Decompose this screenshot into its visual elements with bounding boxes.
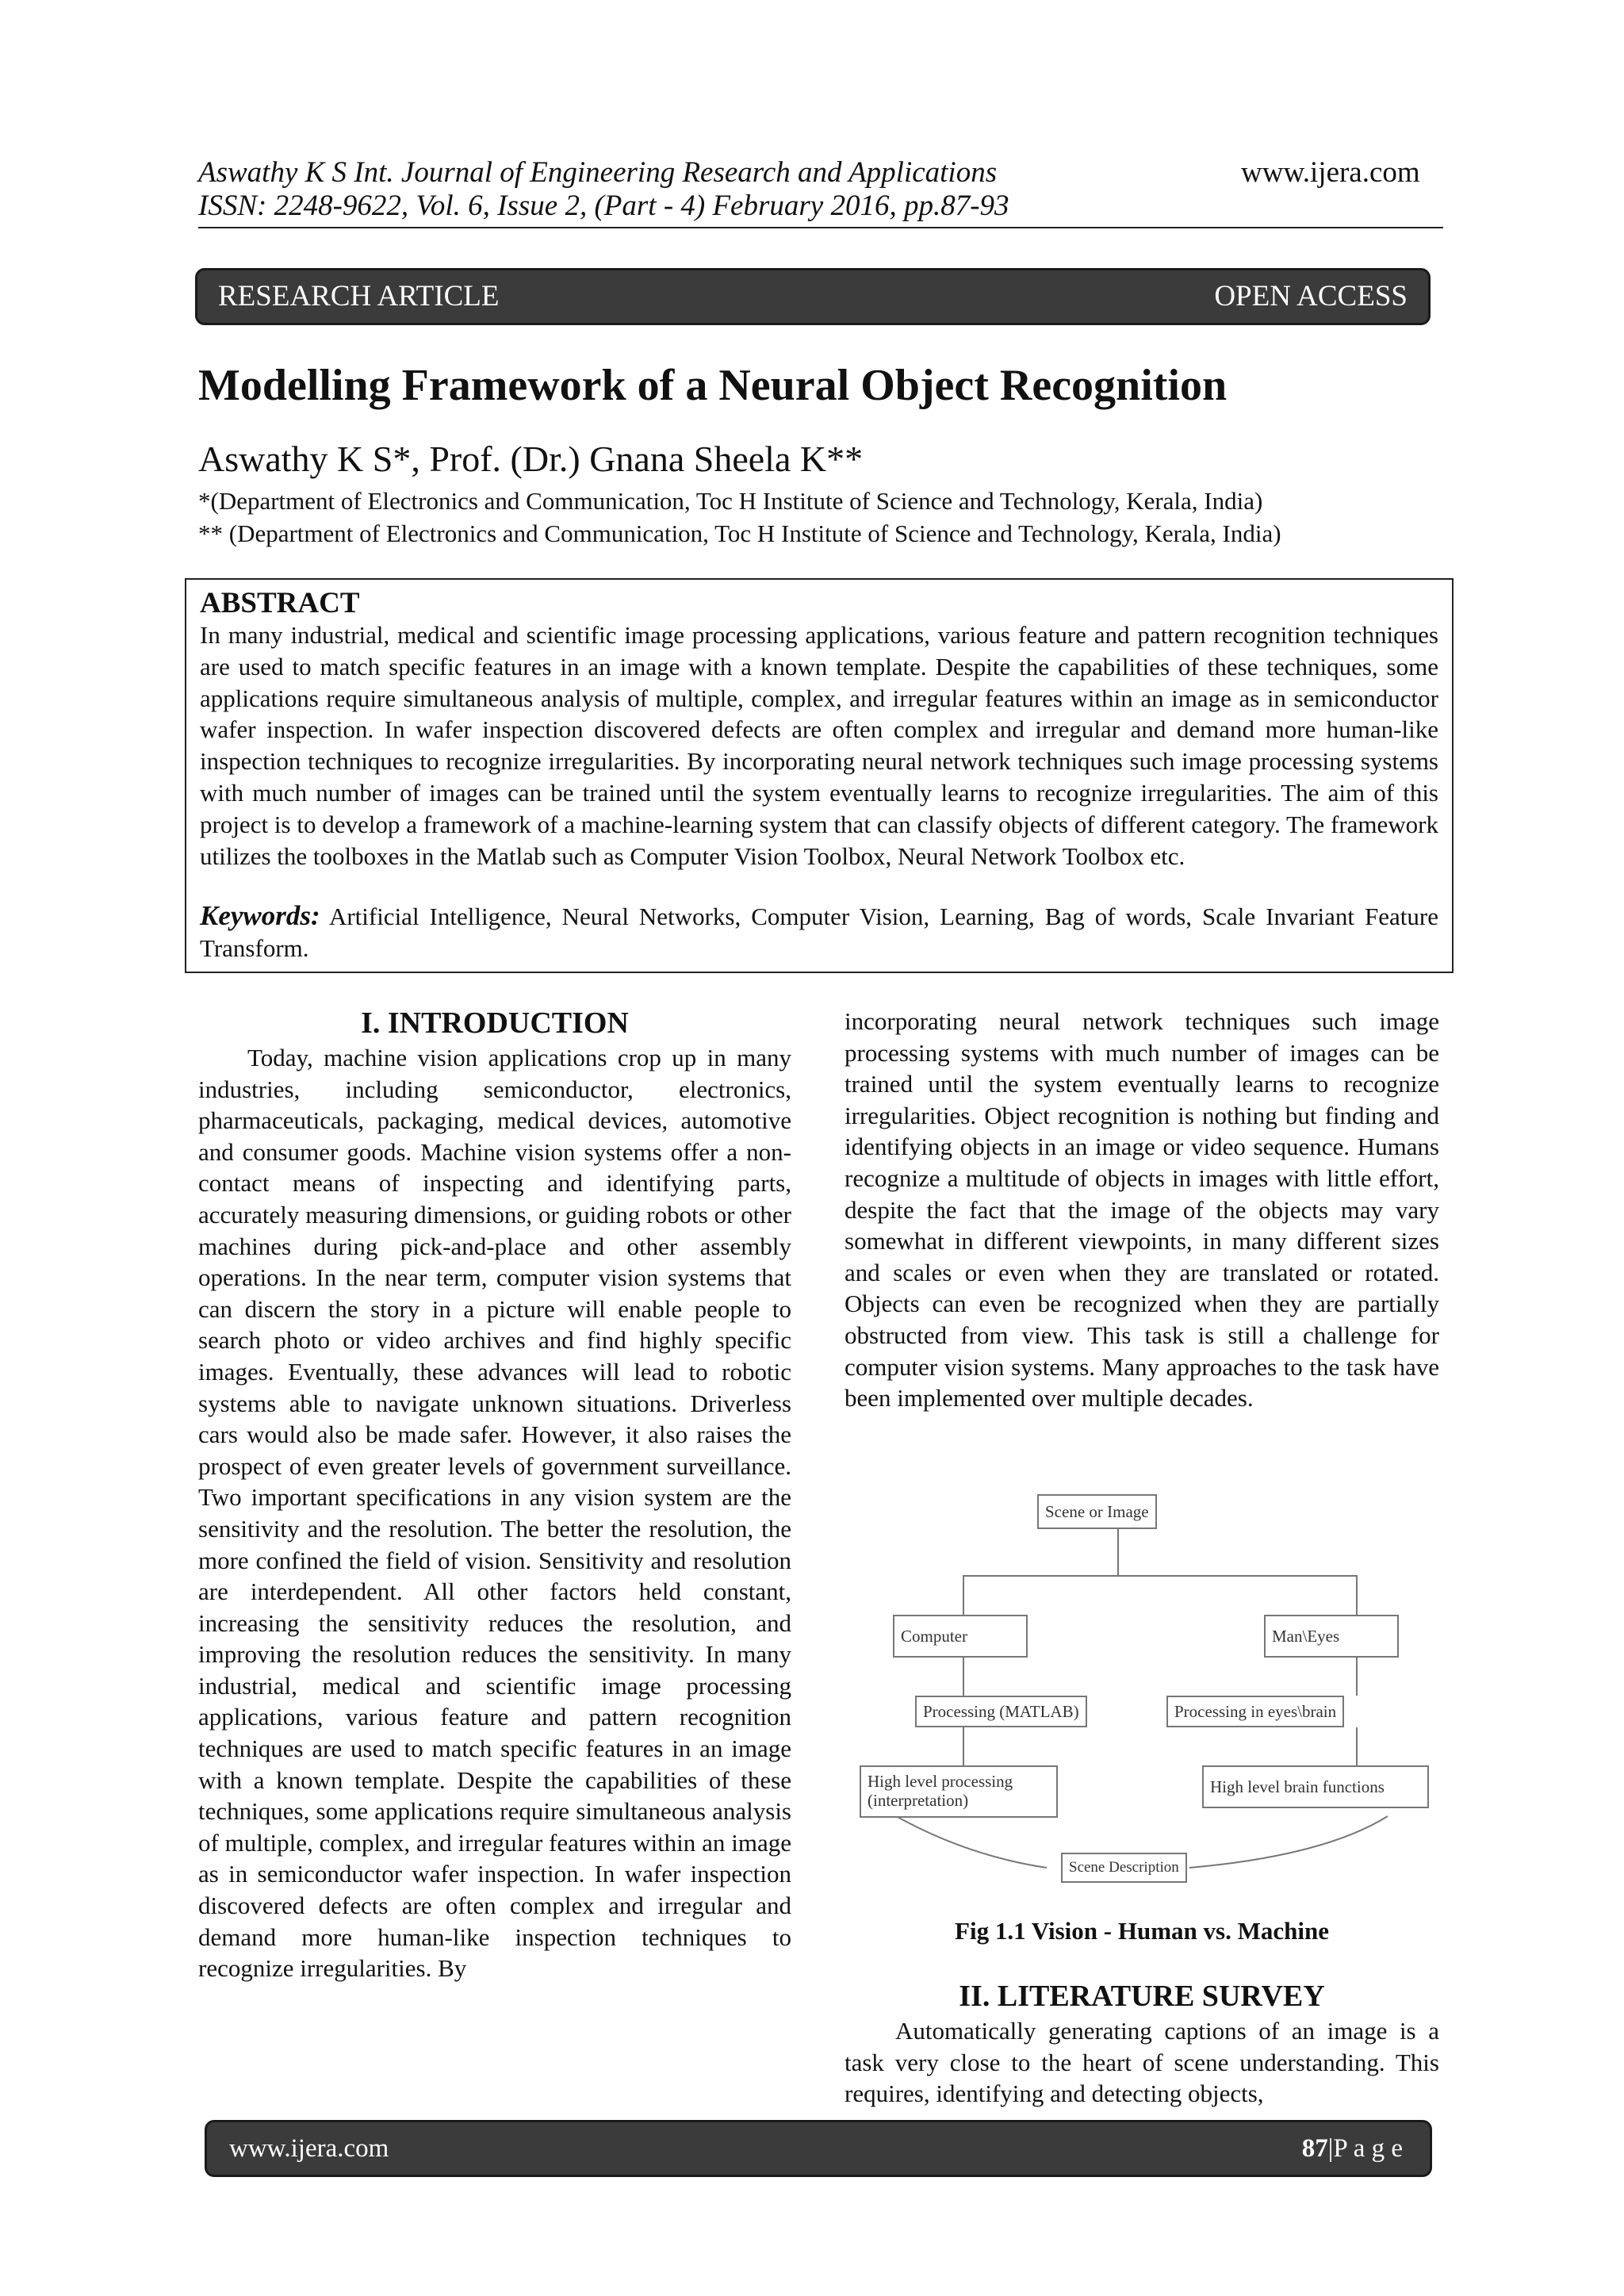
box-high-level-brain-functions: High level brain functions: [1202, 1765, 1429, 1808]
box-man-eyes: Man\Eyes: [1264, 1615, 1399, 1658]
paper-authors: Aswathy K S*, Prof. (Dr.) Gnana Sheela K**: [198, 439, 864, 479]
footer-website: www.ijera.com: [229, 2134, 389, 2163]
section-literature-survey-heading: II. LITERATURE SURVEY: [959, 1980, 1325, 2013]
affiliation-2: ** (Department of Electronics and Communication, Toc H Institute of Science and Technology, Kerala, India): [198, 519, 1281, 547]
box-high-level-processing: [860, 1765, 1058, 1818]
abstract-heading: ABSTRACT: [200, 587, 360, 619]
box-scene-description: Scene Description: [1061, 1853, 1187, 1883]
column2-text: incorporating neural network techniques such image processing systems with much number of images can be trained until the system eventually learns to recognize irregularities. Object recognition is nothing but finding and identifying objects in an image or video sequence. Humans recognize a multitude of objects in images with little effort, despite the fact that the image of the objects may vary somewhat in different viewpoints, in many different sizes and scales or even when they are translated or rotated. Objects can even be recognized when they are partially obstructed from view. This task is still a challenge for computer vision systems. Many approaches to the task have been implemented over multiple decades.: [845, 1007, 1439, 1412]
high-level-processing-line1: High level processing: [868, 1772, 1013, 1791]
keywords-text: Artificial Intelligence, Neural Networks, Computer Vision, Learning, Bag of words, Scale Invariant Feature Transform.: [200, 903, 1438, 962]
journal-line: Aswathy K S Int. Journal of Engineering Research and Applications: [198, 156, 998, 189]
header-website: www.ijera.com: [1241, 156, 1420, 189]
high-level-processing-line2: (interpretation): [868, 1791, 969, 1810]
abstract-text: In many industrial, medical and scientific image processing applications, various feature and pattern recognition techniques are used to match specific features in an image with a known template. Despite the capabilities of these techniques, some applications require simultaneous analysis of multiple, complex, and irregular features within an image as in semiconductor wafer inspection. In wafer inspection discovered defects are often complex and irregular and demand more human-like inspection techniques to recognize irregularities. By incorporating neural network techniques such image processing systems with much number of images can be trained until the system eventually learns to recognize irregularities. The aim of this project is to develop a framework of a machine-learning system that can classify objects of different category. The framework utilizes the toolboxes in the Matlab such as Computer Vision Toolbox, Neural Network Toolbox etc.: [200, 621, 1438, 870]
figure-vision-diagram: [848, 1483, 1443, 1903]
box-computer: Computer: [893, 1615, 1028, 1658]
affiliation-1: *(Department of Electronics and Communication, Toc H Institute of Science and Technology, Kerala, India): [198, 487, 1263, 515]
section-introduction-heading: I. INTRODUCTION: [361, 1006, 629, 1040]
keywords-label: Keywords:: [200, 900, 320, 931]
banner-open-access: OPEN ACCESS: [1214, 280, 1408, 312]
header-rule: [198, 227, 1443, 228]
connector-curve-right: [1189, 1816, 1388, 1868]
article-type-banner: [195, 268, 1431, 325]
box-scene-or-image: Scene or Image: [1037, 1494, 1157, 1529]
literature-survey-text: Automatically generating captions of an image is a task very close to the heart of scene understanding. This requires, identifying and detecting objects,: [845, 2017, 1439, 2108]
box-processing-matlab: Processing (MATLAB): [915, 1696, 1087, 1727]
converging-lines: [848, 1483, 1443, 1903]
introduction-text: Today, machine vision applications crop up in many industries, including semiconductor, electronics, pharmaceuticals, packaging, medical devices, automotive and consumer goods. Machine vision systems offer a non-contact means of inspecting and identifying parts, accurately measuring dimensions, or guiding robots or other machines during pick-and-place and other assembly operations. In the near term, computer vision systems that can discern the story in a picture will enable people to search photo or video archives and find highly specific images. Eventually, these advances will lead to robotic systems able to navigate unknown situations. Driverless cars would also be made safer. However, it also raises the prospect of even greater levels of government surveillance. Two important specifications in any vision system are the sensitivity and the resolution. The better the resolution, the more confined the field of vision. Sensitivity and resolution are interdependent. All other factors held constant, increasing the sensitivity reduces the resolution, and improving the resolution reduces the sensitivity. In many industrial, medical and scientific image processing applications, various feature and pattern recognition techniques are used to match specific features in an image with a known template. Despite the capabilities of these techniques, some applications require simultaneous analysis of multiple, complex, and irregular features within an image as in semiconductor wafer inspection. In wafer inspection discovered defects are often complex and irregular and demand more human-like inspection techniques to recognize irregularities. By: [198, 1044, 791, 1983]
page-number: 87: [1301, 2134, 1328, 2163]
page-label: |P a g e: [1327, 2134, 1403, 2163]
banner-research-article: RESEARCH ARTICLE: [218, 280, 500, 312]
footer-page: [1302, 2122, 1403, 2175]
paper-title: Modelling Framework of a Neural Object Recognition: [198, 361, 1228, 410]
connector-curve-left: [896, 1816, 1047, 1868]
keywords-paragraph: [200, 900, 1438, 964]
box-processing-eyes-brain: Processing in eyes\brain: [1166, 1696, 1344, 1727]
figure-caption: Fig 1.1 Vision - Human vs. Machine: [955, 1917, 1329, 1945]
abstract-box: [185, 578, 1454, 973]
footer-bar: [205, 2120, 1432, 2177]
issn-line: ISSN: 2248-9622, Vol. 6, Issue 2, (Part - 4) February 2016, pp.87-93: [198, 190, 1009, 222]
